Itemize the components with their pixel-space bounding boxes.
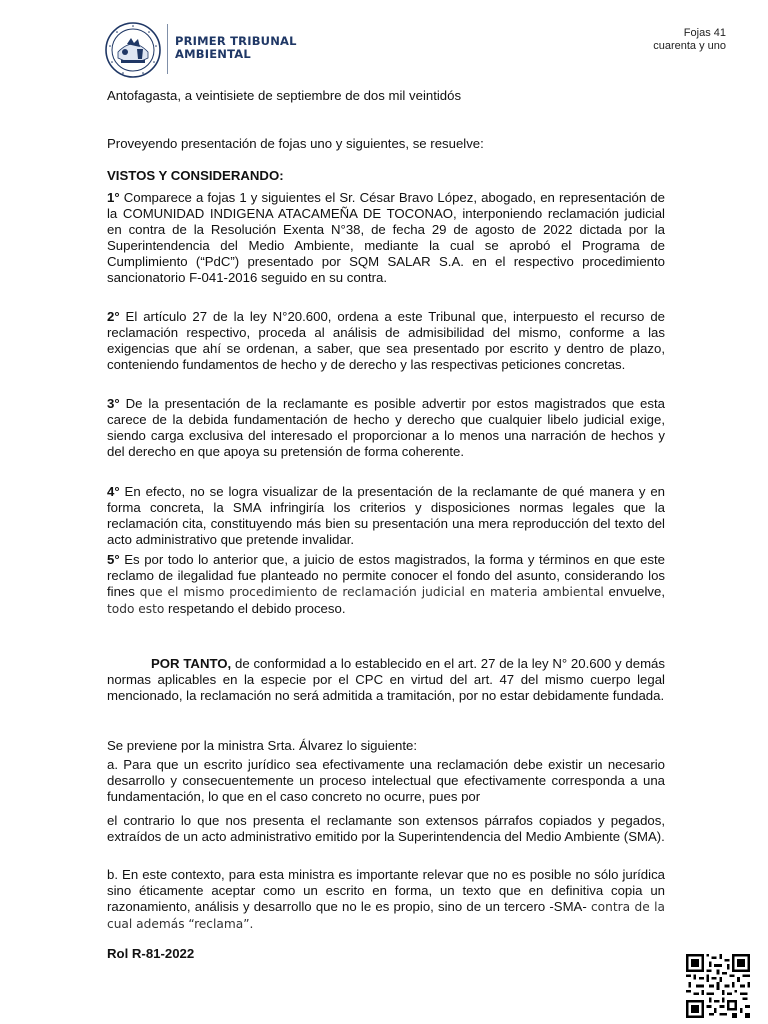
previene-line: Se previene por la ministra Srta. Álvarez lo siguiente:	[107, 738, 418, 753]
considerando-4	[107, 484, 665, 548]
organization-line-2: AMBIENTAL	[175, 47, 251, 61]
considerando-4-text: En efecto, no se logra visualizar de la presentación de la reclamante de qué manera y en forma concreta, la SMA infringiría los criterios y disposiciones normas legales que la reclamación cita, constituyendo más bien su presentación una mera reproducción del texto del acto administrativo que pretende invalidar.	[107, 484, 665, 547]
place-date: Antofagasta, a veintisiete de septiembre de dos mil veintidós	[107, 88, 462, 103]
qr-code-icon	[686, 954, 750, 1018]
considerando-2-text: El artículo 27 de la ley N°20.600, ordena a este Tribunal que, interpuesto el recurso de reclamación respectivo, proceda al análisis de admisibilidad del mismo, conforme a las exigencias que ahí se ordenan, a saber, que sea presentado por escrito y dentro de plazo, conteniendo fundamentos de hecho y de derecho y las respectivas peticiones concretas.	[107, 309, 665, 372]
considerando-5-text-a: Es por todo lo anterior que, a juicio de estos magistrados, la forma y términos en que este reclamo de ilegalidad fue planteado no permite conocer el fondo del asunto, considerando los fines	[107, 552, 665, 599]
considerando-5-text-e: respetando el debido proceso.	[164, 600, 346, 616]
considerando-5-text-b: que el mismo procedimiento de reclamación judicial en materia ambiental	[139, 584, 604, 599]
organization-name	[175, 35, 297, 61]
considerando-3-text: De la presentación de la reclamante es posible advertir por estos magistrados que esta carece de la debida fundamentación de hecho y derecho que cualquier libelo judicial exige, siendo carga exclusiva del interesado el proporcionar a lo menos una narración de hechos y del derecho en que apoya su pretensión de forma coherente.	[107, 396, 665, 459]
header-divider	[167, 24, 168, 74]
tribunal-seal-icon	[105, 22, 161, 78]
considerando-5	[107, 552, 665, 618]
considerando-1-number: 1°	[107, 190, 120, 205]
considerando-2	[107, 309, 665, 373]
vistos-heading: VISTOS Y CONSIDERANDO:	[107, 168, 284, 183]
prevention-b-tail: contra de la cual además “reclama”.	[107, 899, 665, 931]
prevention-a-part-1: a. Para que un escrito jurídico sea efectivamente una reclamación debe existir un necesario desarrollo y consecuentemente un proceso intelectual que efectivamente corresponda a una fundamentación, lo que en el caso concreto no ocurre, pues por	[107, 757, 665, 804]
considerando-1	[107, 190, 665, 285]
considerando-3-number: 3°	[107, 396, 120, 411]
case-rol: Rol R-81-2022	[107, 946, 195, 961]
por-tanto-label: POR TANTO,	[151, 656, 232, 671]
considerando-1-text: Comparece a fojas 1 y siguientes el Sr. César Bravo López, abogado, en representación de la COMUNIDAD INDIGENA ATACAMEÑA DE TOCONAO, interponiendo reclamación judicial en contra de la Resolución Exenta N°38, de fecha 29 de agosto de 2022 dictada por la Superintendencia del Medio Ambiente, mediante la cual se aprobó el Programa de Cumplimiento (“PdC”) presentado por SQM SALAR S.A. en el respectivo procedimiento sancionatorio F-041-2016 seguido en su contra.	[107, 190, 665, 285]
fojas-number: Fojas 41	[683, 27, 726, 39]
organization-line-1: PRIMER TRIBUNAL	[175, 34, 297, 48]
considerando-5-text-d: todo esto	[107, 601, 165, 616]
fojas-marker	[653, 27, 726, 52]
intro-line: Proveyendo presentación de fojas uno y siguientes, se resuelve:	[107, 136, 484, 151]
prevention-a-part-2: el contrario lo que nos presenta el reclamante son extensos párrafos copiados y pegados, extraídos de un acto administrativo emitido por la Superintendencia del Medio Ambiente (SMA).	[107, 813, 665, 844]
considerando-3	[107, 396, 665, 460]
fojas-words: cuarenta y uno	[653, 39, 726, 52]
considerando-5-number: 5°	[107, 552, 120, 567]
por-tanto-text: de conformidad a lo establecido en el art. 27 de la ley N° 20.600 y demás normas aplicables en la especie por el CPC en virtud del art. 47 del mismo cuerpo legal mencionado, la reclamación no será admitida a tramitación, por no estar debidamente fundada.	[107, 656, 665, 703]
considerando-4-number: 4°	[107, 484, 120, 499]
considerando-5-text-c: envuelve,	[603, 583, 665, 599]
prevention-b-text: b. En este contexto, para esta ministra es importante relevar que no es posible no sólo jurídica sino éticamente aceptar como un escrito en forma, un texto que en definitiva copia un razonamiento, análisis y desarrollo que no le es propio, sino de un tercero -SMA-	[107, 867, 665, 914]
por-tanto-paragraph	[107, 656, 665, 704]
considerando-2-number: 2°	[107, 309, 120, 324]
prevention-b	[107, 867, 665, 933]
